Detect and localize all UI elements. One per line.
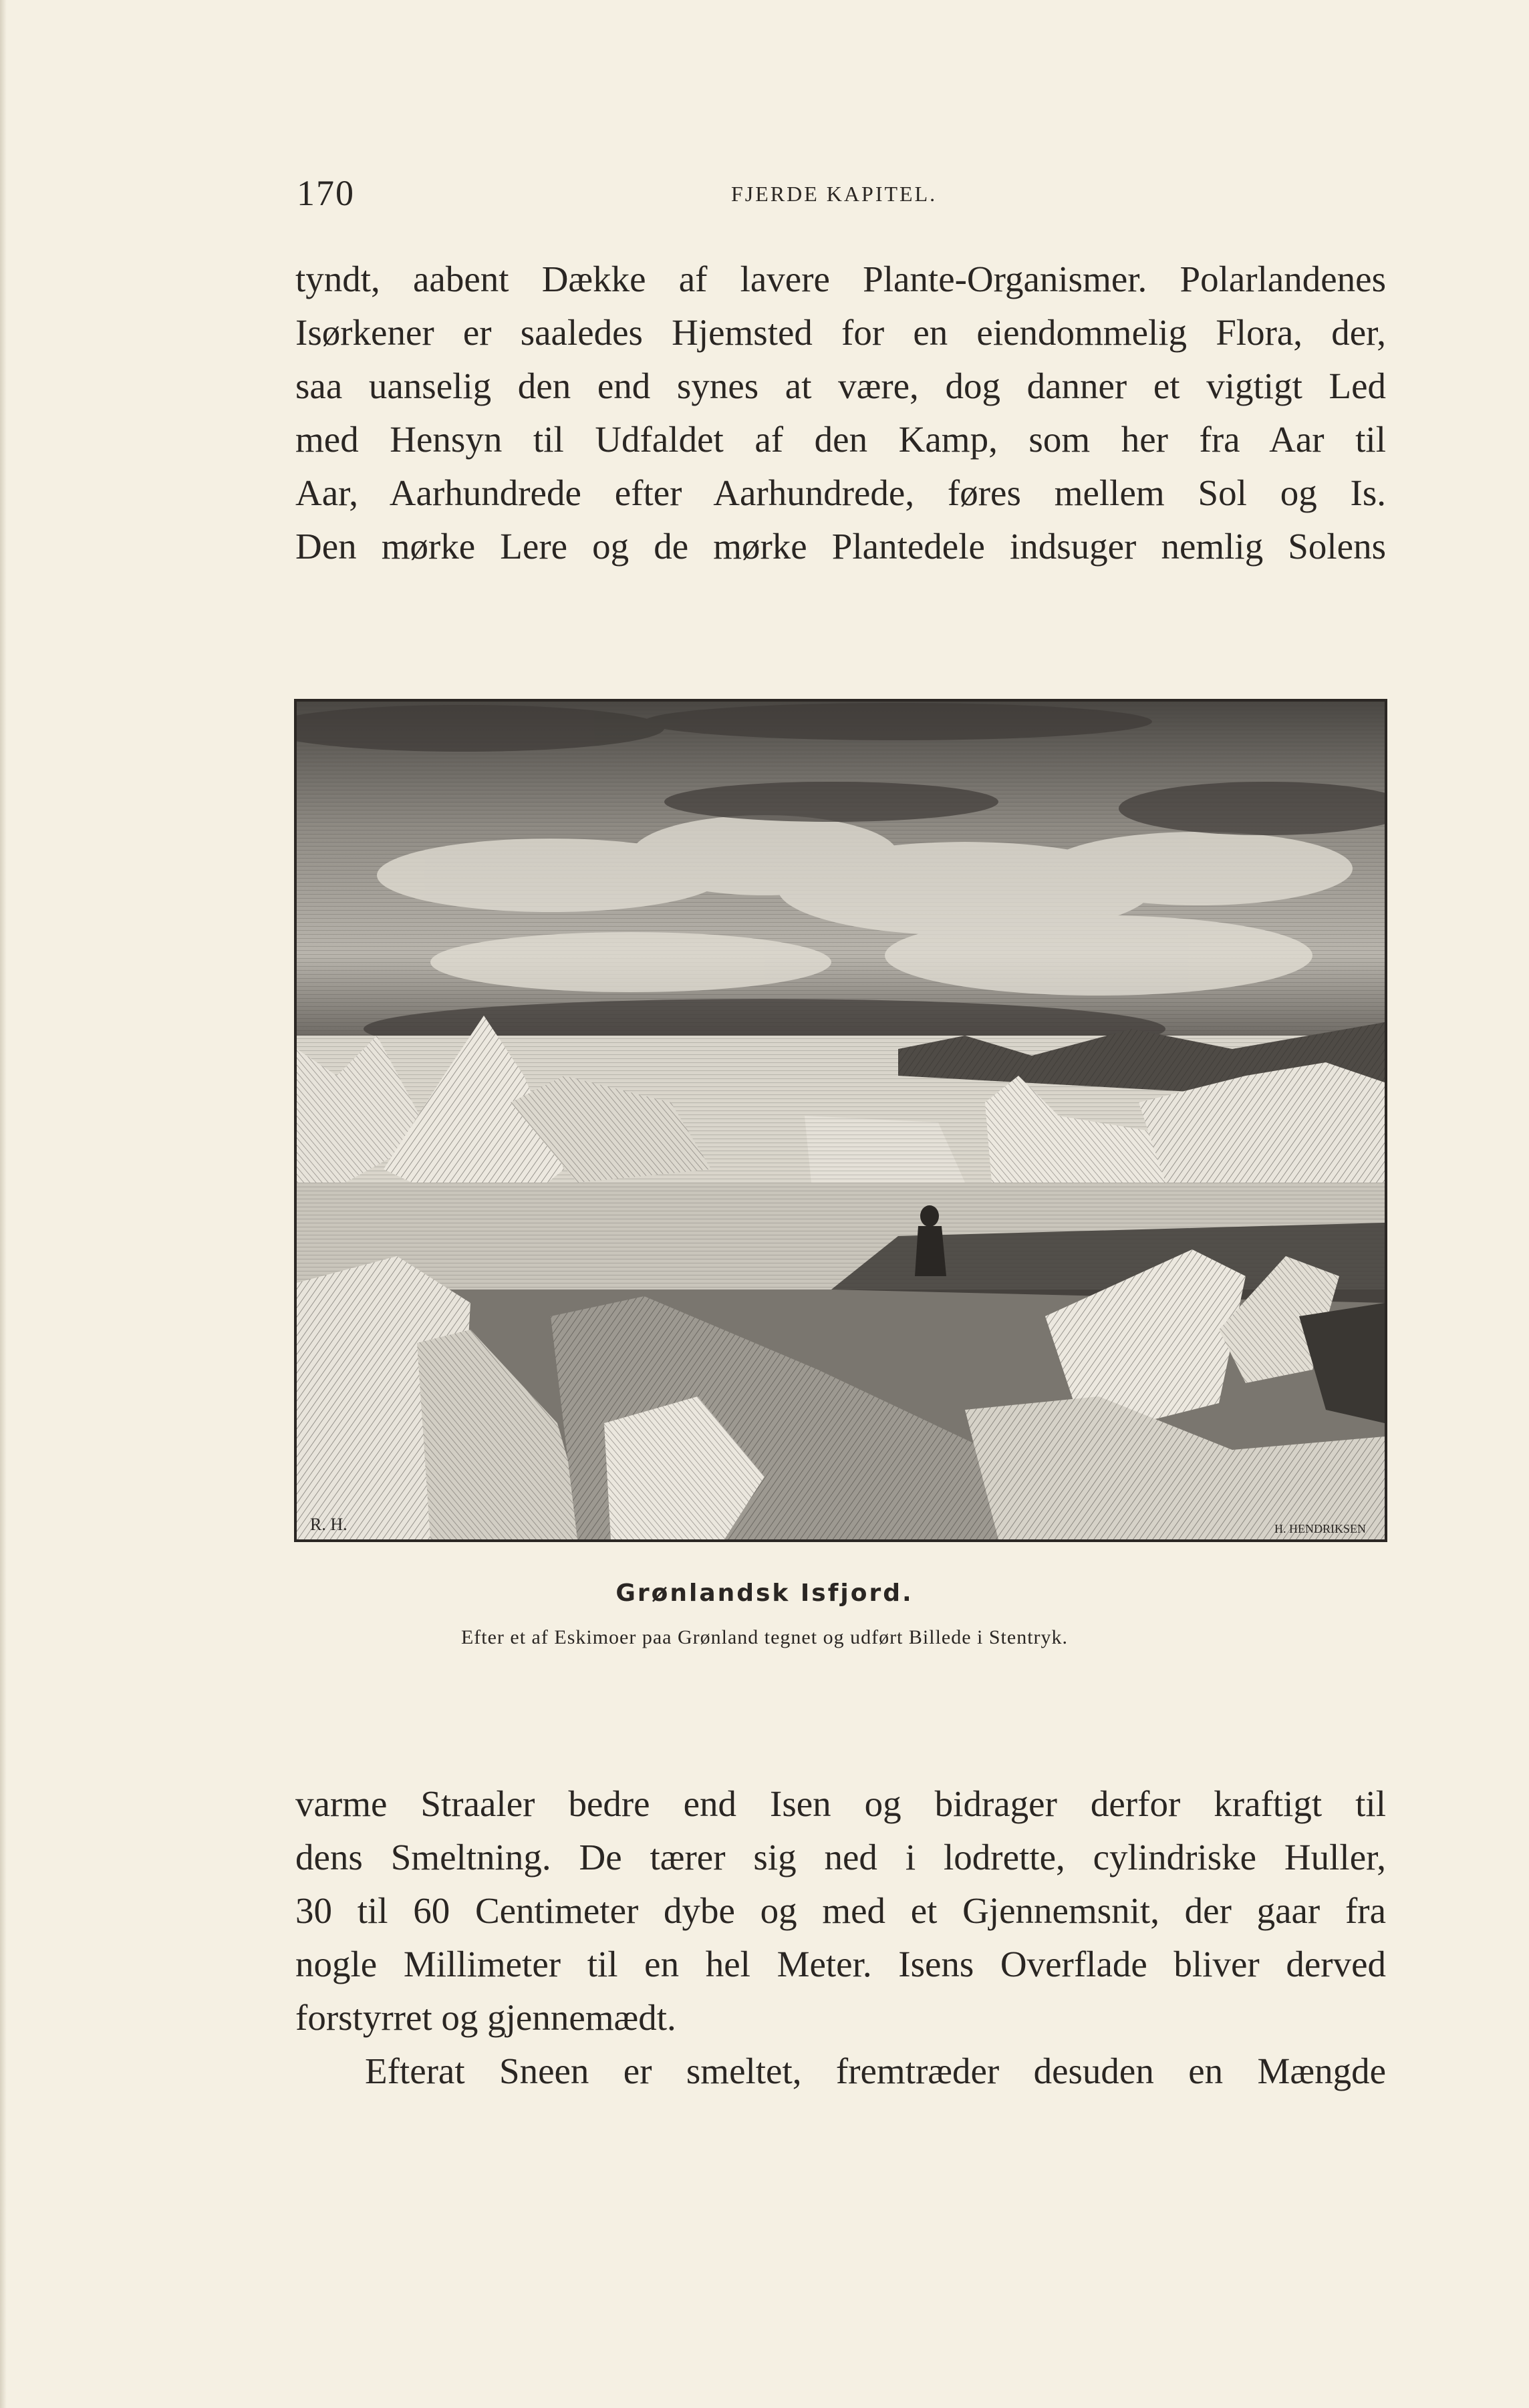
figure-caption-subtitle: Efter et af Eskimoer paa Grønland tegnet og udført Billede i Stentryk.	[460, 1626, 1069, 1648]
engraver-signature-right: H. HENDRIKSEN	[1274, 1522, 1366, 1535]
text-line: nogle Millimeter til en hel Meter. Isens Overflade bliver derved	[295, 1944, 1386, 1984]
text-line: med Hensyn til Udfaldet af den Kamp, som her fra Aar til	[295, 419, 1386, 460]
page-number: 170	[297, 173, 355, 213]
text-line: Isørkener er saaledes Hjemsted for en eiendommelig Flora, der,	[295, 312, 1386, 353]
foreground-ice-blocks	[297, 1249, 1385, 1539]
engraving-image	[297, 702, 1385, 1539]
artist-signature-left: R. H.	[310, 1515, 348, 1534]
text-line: dens Smeltning. De tærer sig ned i lodrette, cylindriske Huller,	[295, 1837, 1386, 1877]
illustration-greenland-ice-fjord	[294, 699, 1387, 1542]
page-edge-shadow	[0, 0, 7, 2408]
running-head: FJERDE KAPITEL.	[731, 182, 938, 206]
text-line-indented: Efterat Sneen er smeltet, fremtræder desuden en Mængde	[365, 2051, 1386, 2091]
text-line: forstyrret og gjennemædt.	[295, 1997, 676, 2038]
paragraph-bottom	[295, 1777, 1386, 2098]
text-line: tyndt, aabent Dække af lavere Plante-Organismer. Polarlandenes	[295, 259, 1386, 299]
figure-caption-title: Grønlandsk Isfjord.	[615, 1579, 914, 1607]
page-header	[297, 172, 1386, 212]
text-line: Den mørke Lere og de mørke Plantedele indsuger nemlig Solens	[295, 526, 1386, 567]
paragraph-top	[295, 253, 1386, 573]
text-line: saa uanselig den end synes at være, dog danner et vigtigt Led	[295, 365, 1386, 406]
text-line: varme Straaler bedre end Isen og bidrager derfor kraftigt til	[295, 1783, 1386, 1824]
text-line: Aar, Aarhundrede efter Aarhundrede, føres mellem Sol og Is.	[295, 472, 1386, 513]
text-line: 30 til 60 Centimeter dybe og med et Gjennemsnit, der gaar fra	[295, 1890, 1386, 1931]
